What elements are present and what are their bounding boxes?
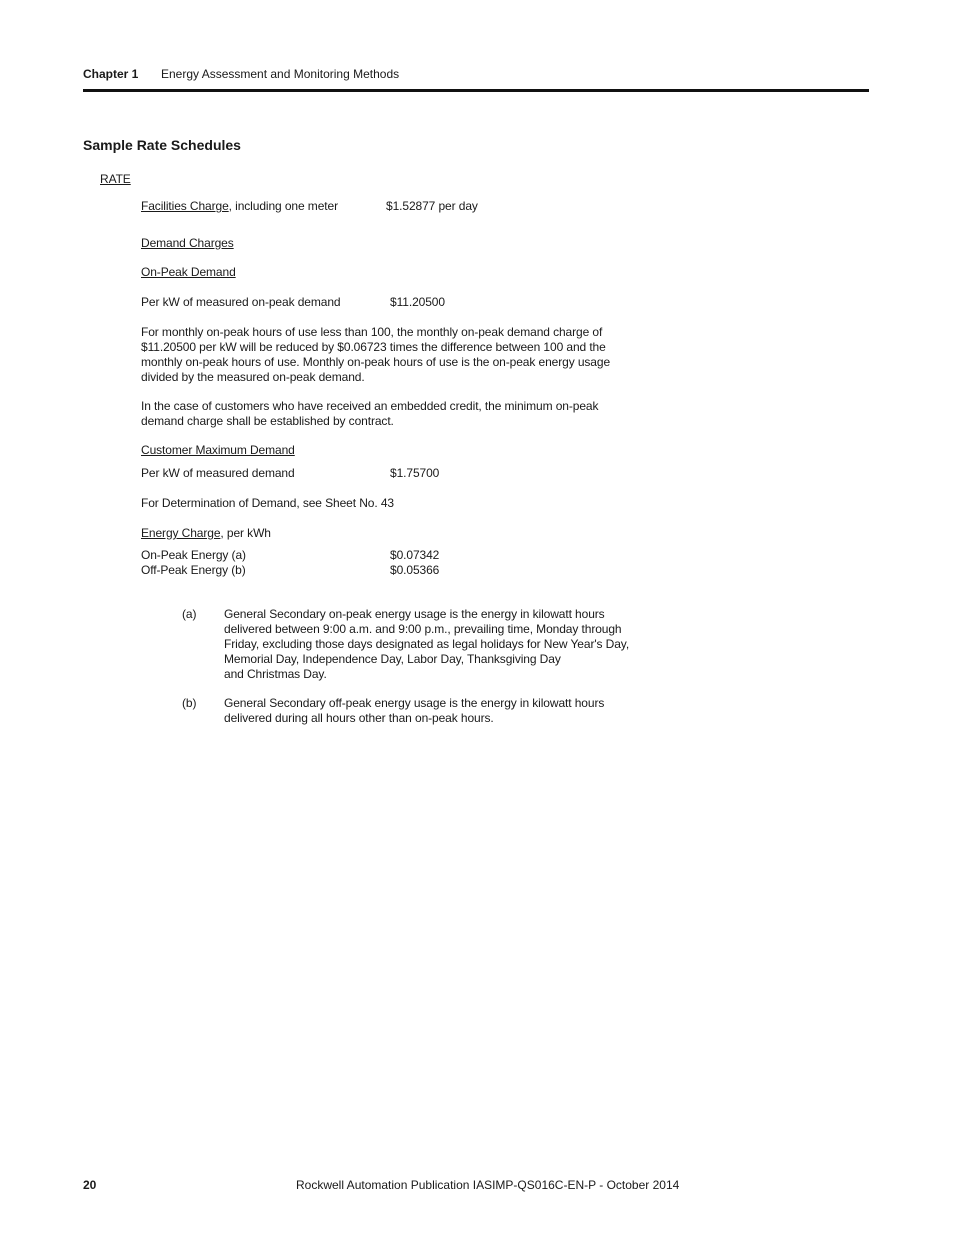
on-peak-demand-rate-label: Per kW of measured on-peak demand [141, 295, 341, 309]
on-peak-energy-value: $0.07342 [390, 548, 440, 562]
paragraph-line: $11.20500 per kW will be reduced by $0.06723 times the difference between 100 and the [141, 340, 606, 354]
note-line: Friday, excluding those days designated as legal holidays for New Year's Day, [224, 637, 630, 651]
rate-label: RATE [100, 172, 131, 186]
publication-footer: Rockwell Automation Publication IASIMP-QS016C-EN-P - October 2014 [296, 1178, 680, 1192]
note-line: and Christmas Day. [224, 667, 327, 681]
off-peak-energy-value: $0.05366 [390, 563, 440, 577]
on-peak-energy-label: On-Peak Energy (a) [141, 548, 246, 562]
on-peak-paragraph [141, 325, 621, 385]
demand-charges-heading: Demand Charges [141, 236, 234, 250]
facilities-charge-line [141, 199, 338, 213]
max-demand-rate-label: Per kW of measured demand [141, 466, 295, 480]
note-b-marker: (b) [182, 696, 197, 710]
note-line: General Secondary on-peak energy usage is the energy in kilowatt hours [224, 607, 605, 621]
note-line: General Secondary off-peak energy usage is the energy in kilowatt hours [224, 696, 605, 710]
paragraph-line: In the case of customers who have received an embedded credit, the minimum on-peak [141, 399, 599, 413]
customer-max-demand-heading: Customer Maximum Demand [141, 443, 295, 457]
note-b-text [224, 696, 644, 726]
chapter-title: Energy Assessment and Monitoring Methods [161, 67, 400, 81]
energy-charge-heading [141, 526, 271, 540]
section-title: Sample Rate Schedules [83, 137, 241, 153]
off-peak-energy-label: Off-Peak Energy (b) [141, 563, 246, 577]
paragraph-line: For monthly on-peak hours of use less than 100, the monthly on-peak demand charge of [141, 325, 603, 339]
paragraph-line: demand charge shall be established by contract. [141, 414, 394, 428]
page-number: 20 [83, 1178, 97, 1192]
paragraph-line: monthly on-peak hours of use. Monthly on-peak hours of use is the on-peak energy usage [141, 355, 611, 369]
note-a-marker: (a) [182, 607, 197, 621]
chapter-label: Chapter 1 [83, 67, 139, 81]
facilities-charge-label: Facilities Charge [141, 199, 229, 213]
note-a-text [224, 607, 644, 682]
note-line: Memorial Day, Independence Day, Labor Day, Thanksgiving Day [224, 652, 561, 666]
determination-note: For Determination of Demand, see Sheet No. 43 [141, 496, 394, 510]
on-peak-demand-rate-value: $11.20500 [390, 295, 445, 309]
note-line: delivered during all hours other than on-peak hours. [224, 711, 494, 725]
energy-charge-suffix: , per kWh [220, 526, 271, 540]
facilities-charge-value: $1.52877 per day [386, 199, 478, 213]
paragraph-line: divided by the measured on-peak demand. [141, 370, 365, 384]
on-peak-demand-heading: On-Peak Demand [141, 265, 236, 279]
embedded-credit-paragraph [141, 399, 621, 429]
energy-charge-label: Energy Charge [141, 526, 221, 540]
note-line: delivered between 9:00 a.m. and 9:00 p.m., prevailing time, Monday through [224, 622, 622, 636]
max-demand-rate-value: $1.75700 [390, 466, 440, 480]
facilities-charge-suffix: , including one meter [228, 199, 338, 213]
header-rule [83, 89, 869, 92]
